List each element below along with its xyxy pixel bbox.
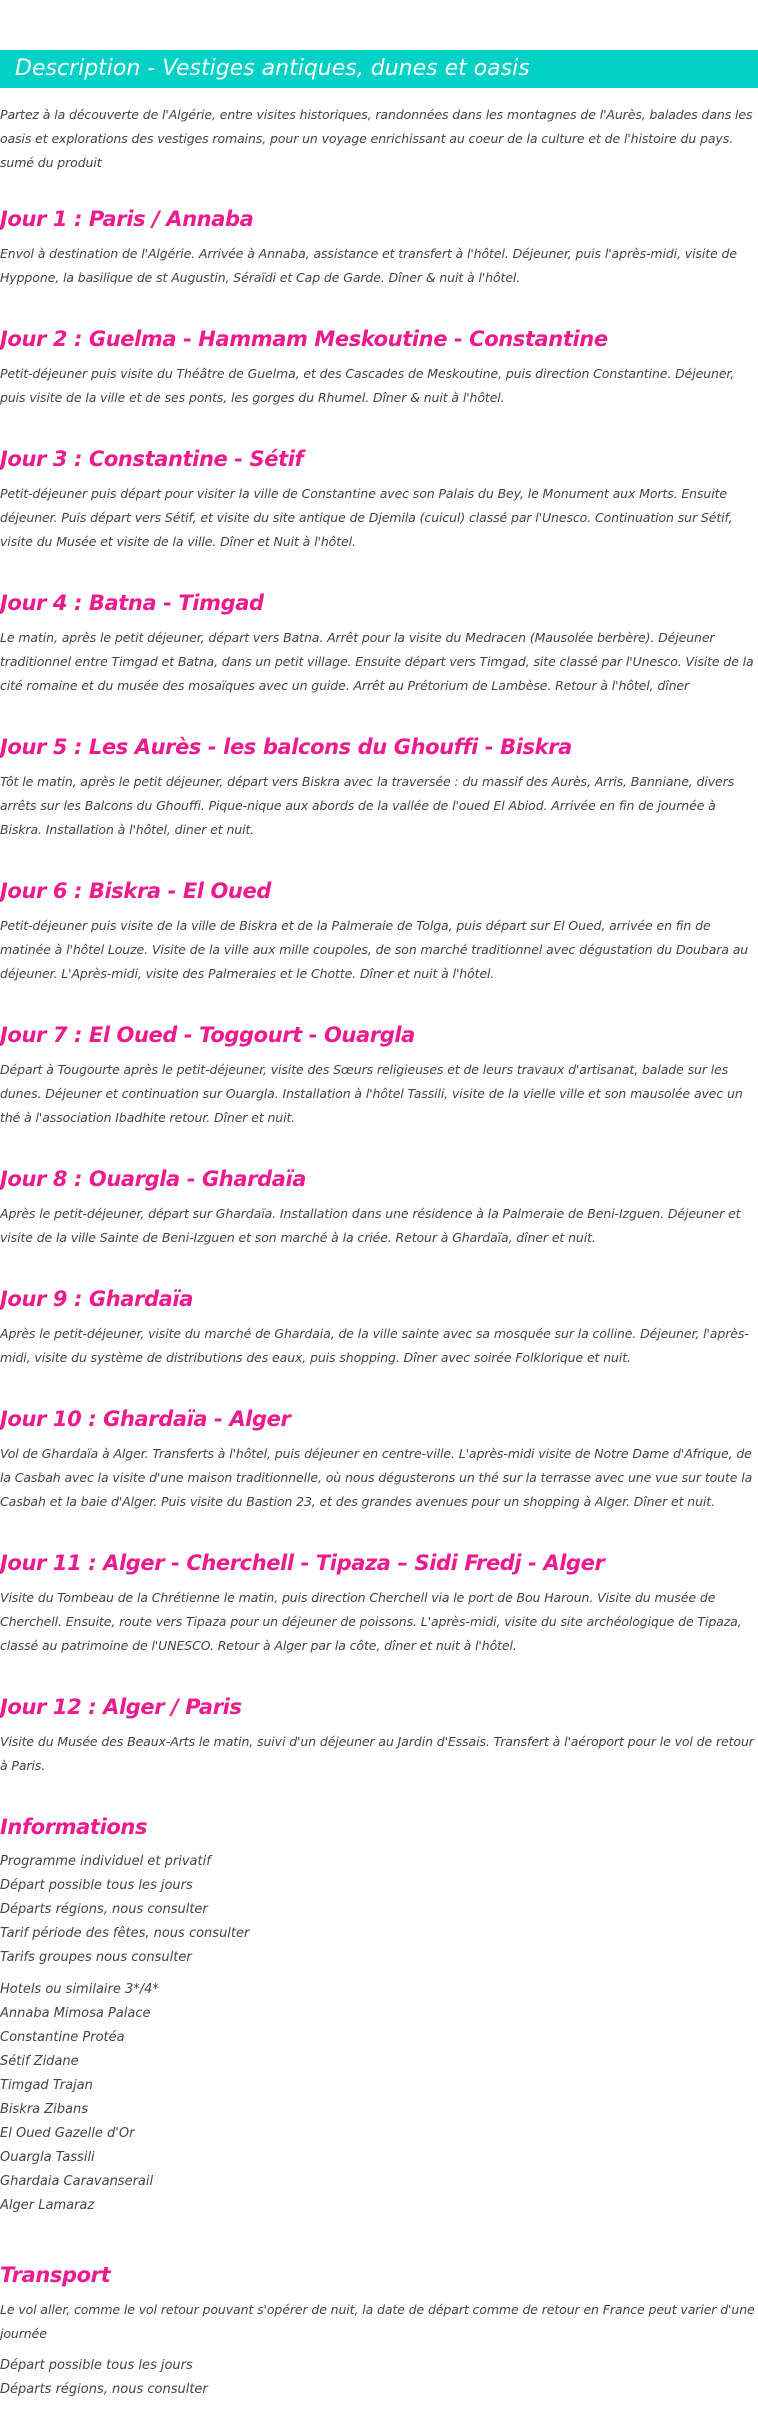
list-item: El Oued Gazelle d'Or: [0, 2126, 135, 2141]
list-item: Alger Lamaraz: [0, 2198, 95, 2213]
day-5-text: Tôt le matin, après le petit déjeuner, départ vers Biskra avec la traversée : du massif des Aurès, Arris, Banniane, divers arrêts sur les Balcons du Ghouffi. Pique-nique aux abords de la vallée de l'oued El Abiod. Arrivée en fin de journée à Biskra. Installation à l'hôtel, diner et nuit.: [0, 774, 735, 837]
description-banner: [0, 50, 758, 88]
day-7-section: [0, 1021, 758, 1130]
list-item: Hotels ou similaire 3*/4*: [0, 1982, 159, 1997]
list-item: Ouargla Tassili: [0, 2150, 95, 2165]
day-6-section: [0, 877, 758, 986]
day-2-section: [0, 325, 758, 410]
day-5-section: [0, 733, 758, 842]
day-3-section: [0, 445, 758, 554]
list-item: Départ possible tous les jours: [0, 1878, 193, 1893]
day-7-text: Départ à Tougourte après le petit-déjeuner, visite des Sœurs religieuses et de leurs travaux d'artisanat, balade sur les dunes. Déjeuner et continuation sur Ouargla. Installation à l'hôtel Tassili, visite de la vielle ville et son mausolée avec un thé à l'association Ibadhite retour. Dîner et nuit.: [0, 1062, 743, 1125]
day-2-title: Jour 2 : Guelma - Hammam Meskoutine - Constantine: [0, 327, 608, 351]
day-1-title: Jour 1 : Paris / Annaba: [0, 207, 254, 231]
day-3-title: Jour 3 : Constantine - Sétif: [0, 447, 304, 471]
list-item: Biskra Zibans: [0, 2102, 89, 2117]
day-9-section: [0, 1285, 758, 1370]
day-4-text: Le matin, après le petit déjeuner, départ vers Batna. Arrêt pour la visite du Medracen (Mausolée berbère). Déjeuner traditionnel entre Timgad et Batna, dans un petit village. Ensuite départ vers Timgad, site classé par l'Unesco. Visite de la cité romaine et du musée des mosaïques avec un guide. Arrêt au Prétorium de Lambèse. Retour à l'hôtel, dîner: [0, 630, 754, 693]
day-10-text: Vol de Ghardaïa à Alger. Transferts à l'hôtel, puis déjeuner en centre-ville. L'après-midi visite de Notre Dame d'Afrique, de la Casbah avec la visite d'une maison traditionnelle, où nous dégusterons un thé sur la terrasse avec une vue sur toute la Casbah et la baie d'Alger. Puis visite du Bastion 23, et des grandes avenues pour un shopping à Alger. Dîner et nuit.: [0, 1446, 753, 1509]
list-item: Programme individuel et privatif: [0, 1854, 211, 1869]
intro-text: Partez à la découverte de l'Algérie, entre visites historiques, randonnées dans les montagnes de l'Aurès, balades dans les oasis et explorations des vestiges romains, pour un voyage enrichissant au coeur de la culture et de l'histoire du pays. sumé du produit: [0, 107, 753, 170]
day-7-title: Jour 7 : El Oued - Toggourt - Ouargla: [0, 1023, 415, 1047]
day-1-section: [0, 205, 758, 290]
list-item: Ghardaia Caravanserail: [0, 2174, 154, 2189]
day-10-section: [0, 1405, 758, 1514]
informations-list: [0, 1850, 758, 1970]
day-11-text: Visite du Tombeau de la Chrétienne le matin, puis direction Cherchell via le port de Bou Haroun. Visite du musée de Cherchell. Ensuite, route vers Tipaza pour un déjeuner de poissons. L'après-midi, visite du site archéologique de Tipaza, classé au patrimoine de l'UNESCO. Retour à Alger par la côte, dîner et nuit à l'hôtel.: [0, 1590, 742, 1653]
day-4-title: Jour 4 : Batna - Timgad: [0, 591, 264, 615]
hotels-list: [0, 1978, 758, 2218]
list-item: Départs régions, nous consulter: [0, 2382, 208, 2397]
day-10-title: Jour 10 : Ghardaïa - Alger: [0, 1407, 291, 1431]
transport-title: Transport: [0, 2263, 111, 2287]
day-8-section: [0, 1165, 758, 1250]
day-9-title: Jour 9 : Ghardaïa: [0, 1287, 193, 1311]
intro-section: [0, 103, 758, 175]
list-item: Tarifs groupes nous consulter: [0, 1950, 192, 1965]
day-4-section: [0, 589, 758, 698]
day-6-text: Petit-déjeuner puis visite de la ville de Biskra et de la Palmeraie de Tolga, puis départ sur El Oued, arrivée en fin de matinée à l'hôtel Louze. Visite de la ville aux mille coupoles, de son marché traditionnel avec dégustation du Doubara au déjeuner. L'Après-midi, visite des Palmeraies et le Chotte. Dîner et nuit à l'hôtel.: [0, 918, 749, 981]
day-5-title: Jour 5 : Les Aurès - les balcons du Ghouffi - Biskra: [0, 735, 572, 759]
list-item: Constantine Protéa: [0, 2030, 125, 2045]
day-11-title: Jour 11 : Alger - Cherchell - Tipaza – Sidi Fredj - Alger: [0, 1551, 605, 1575]
day-2-text: Petit-déjeuner puis visite du Théâtre de Guelma, et des Cascades de Meskoutine, puis direction Constantine. Déjeuner, puis visite de la ville et de ses ponts, les gorges du Rhumel. Dîner & nuit à l'hôtel.: [0, 366, 735, 405]
informations-title: Informations: [0, 1815, 148, 1839]
list-item: Départs régions, nous consulter: [0, 1902, 208, 1917]
transport-text: Le vol aller, comme le vol retour pouvant s'opérer de nuit, la date de départ comme de retour en France peut varier d'une journée: [0, 2302, 755, 2341]
day-9-text: Après le petit-déjeuner, visite du marché de Ghardaia, de la ville sainte avec sa mosquée sur la colline. Déjeuner, l'après-midi, visite du système de distributions des eaux, puis shopping. Dîner avec soirée Folklorique et nuit.: [0, 1326, 749, 1365]
day-1-text: Envol à destination de l'Algérie. Arrivée à Annaba, assistance et transfert à l'hôtel. Déjeuner, puis l'après-midi, visite de Hyppone, la basilique de st Augustin, Séraïdi et Cap de Garde. Dîner & nuit à l'hôtel.: [0, 246, 737, 285]
transport-list: [0, 2354, 758, 2402]
list-item: Annaba Mimosa Palace: [0, 2006, 151, 2021]
banner-title: Description - Vestiges antiques, dunes et oasis: [15, 56, 530, 81]
transport-section: [0, 2261, 758, 2402]
day-3-text: Petit-déjeuner puis départ pour visiter la ville de Constantine avec son Palais du Bey, le Monument aux Morts. Ensuite déjeuner. Puis départ vers Sétif, et visite du site antique de Djemila (cuicul) classé par l'Unesco. Continuation sur Sétif, visite du Musée et visite de la ville. Dîner et Nuit à l'hôtel.: [0, 486, 733, 549]
day-12-text: Visite du Musée des Beaux-Arts le matin, suivi d'un déjeuner au Jardin d'Essais. Transfert à l'aéroport pour le vol de retour à Paris.: [0, 1734, 754, 1773]
day-12-section: [0, 1693, 758, 1778]
list-item: Timgad Trajan: [0, 2078, 93, 2093]
day-11-section: [0, 1549, 758, 1658]
informations-section: [0, 1813, 758, 2218]
day-8-text: Après le petit-déjeuner, départ sur Ghardaïa. Installation dans une résidence à la Palmeraie de Beni-Izguen. Déjeuner et visite de la ville Sainte de Beni-Izguen et son marché à la criée. Retour à Ghardaïa, dîner et nuit.: [0, 1206, 741, 1245]
day-12-title: Jour 12 : Alger / Paris: [0, 1695, 242, 1719]
list-item: Tarif période des fêtes, nous consulter: [0, 1926, 250, 1941]
list-item: Sétif Zidane: [0, 2054, 79, 2069]
day-8-title: Jour 8 : Ouargla - Ghardaïa: [0, 1167, 307, 1191]
list-item: Départ possible tous les jours: [0, 2358, 193, 2373]
day-6-title: Jour 6 : Biskra - El Oued: [0, 879, 271, 903]
